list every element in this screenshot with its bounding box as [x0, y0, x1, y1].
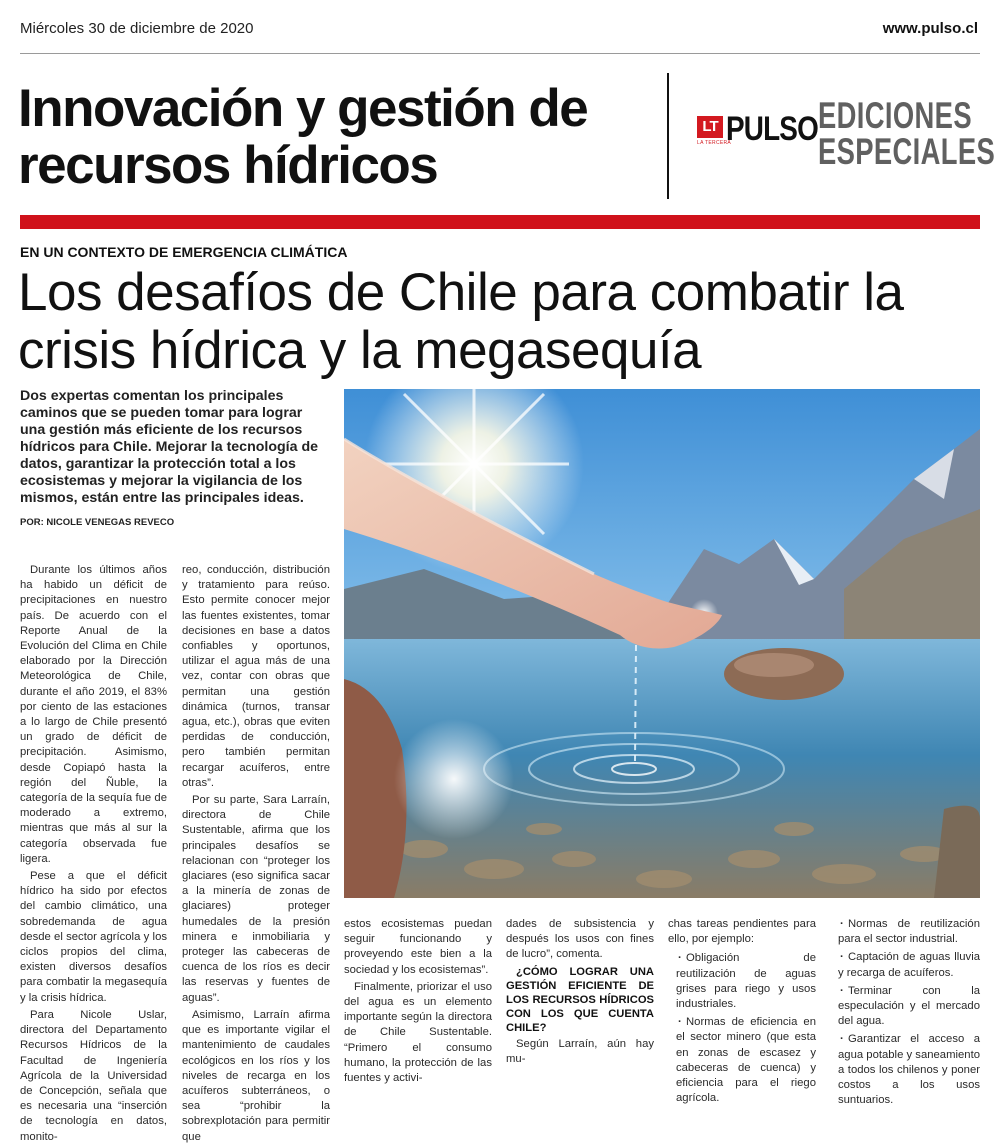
- bullet-item: · Normas de reutilización para el sector industrial.: [830, 917, 980, 947]
- article-column-2: [182, 563, 330, 1145]
- la-tercera-logo: LT: [697, 116, 723, 138]
- body-paragraph: chas tareas pendientes para ello, por ejemplo:: [668, 918, 816, 946]
- top-rule: [20, 53, 980, 54]
- header-divider: [667, 73, 669, 199]
- ediciones-line-1: EDICIONES: [818, 95, 972, 136]
- article-column-4: [506, 917, 654, 1067]
- article-column-5: [668, 917, 816, 1106]
- article-column-6: [830, 917, 980, 1108]
- bullet-item: · Obligación de reutilización de aguas grises para riego y usos industriales.: [668, 951, 816, 1012]
- body-paragraph: dades de subsistencia y después los usos con fines de lucro”, comenta.: [506, 918, 654, 961]
- article-photo-hand-water: [344, 389, 980, 898]
- section-title: Innovación y gestión de recursos hídricos: [18, 79, 588, 195]
- article-headline: Los desafíos de Chile para combatir la crisis hídrica y la megasequía: [18, 263, 904, 380]
- body-paragraph: Durante los últimos años ha habido un déficit de precipitaciones en nuestro país. De acuerdo con el Reporte Anual de la Evolución del Clima en Chile elaborado por la Dirección Meteorológica de Chile, durante el año 2019, el 83% por ciento de las estaciones a lo largo de Chile presentó un grado de déficit de precipitación. Asimismo, desde Copiapó hasta la región del Ñuble, la categoría de la sequía fue de moderado a extremo, mientras que más al sur la categoría observada fue ligera.: [20, 564, 167, 865]
- bullet-item: · Garantizar el acceso a agua potable y saneamiento a todos los chilenos y poner costos a los usos suntuarios.: [830, 1032, 980, 1108]
- body-paragraph: Asimismo, Larraín afirma que es importante vigilar el mantenimiento de caudales ecológicos en los ríos y los niveles de recarga en los acuíferos subterráneos, o sea “prohibir la sobrexplotación para permitir que: [182, 1008, 330, 1143]
- issue-date: Miércoles 30 de diciembre de 2020: [20, 20, 254, 37]
- article-column-3: [344, 917, 492, 1086]
- bullet-item: · Captación de aguas lluvia y recarga de acuíferos.: [830, 950, 980, 980]
- body-paragraph: estos ecosistemas puedan seguir funcionando y proveyendo este bien a la sociedad y los ecosistemas”.: [344, 918, 492, 976]
- ediciones-line-2: ESPECIALES: [818, 131, 996, 172]
- article-lead: Dos expertas comentan los principales caminos que se pueden tomar para lograr una gestión más eficiente de los recursos hídricos para Chile. Mejorar la tecnología de datos, garantizar la protección total a los ecosistemas y mejorar la vigilancia de los mismos, están entre las principales ideas.: [20, 388, 319, 506]
- body-paragraph: Finalmente, priorizar el uso del agua es un elemento importante según la directora de Chile Sustentable. “Primero el consumo humano, la protección de las fuentes y activi-: [344, 980, 492, 1085]
- article-kicker: EN UN CONTEXTO DE EMERGENCIA CLIMÁTICA: [20, 244, 348, 260]
- ediciones-especiales-label: [818, 95, 996, 172]
- article-column-1: [20, 563, 167, 1145]
- article-byline: POR: NICOLE VENEGAS REVECO: [20, 517, 175, 528]
- body-paragraph: Por su parte, Sara Larraín, directora de Chile Sustentable, afirma que los principales desafíos se relacionan con “proteger los glaciares (eso significa sacar a la minería de zonas de glaciares) proteger humedales de la presión minera e inmobiliaria y proteger las cabeceras de cuenca de los ríos es decir las reservas y fuentes de aguas”.: [182, 794, 330, 1004]
- la-tercera-caption: LA TERCERA: [697, 140, 732, 146]
- body-paragraph: Pese a que el déficit hídrico ha sido por efectos del cambio climático, una sobredemanda de agua desde el sector agrícola y los ciclos propios del clima, existen diversos desafíos para combatir la megasequía y la crisis hídrica.: [20, 870, 167, 1004]
- pulso-logo: PULSO: [726, 110, 818, 148]
- body-paragraph: reo, conducción, distribución y tratamiento para reúso. Esto permite conocer mejor las fuentes existentes, tomar decisiones en base a datos confiables y oportunos, utilizar el agua más de una vez, contar con obras que permitan una gestión dinámica (turnos, transar agua, etc.), obras que eviten perdidas de conducción, pero también permitan recargar acuíferos, entre otras”.: [182, 564, 330, 789]
- red-section-bar: [20, 215, 980, 229]
- body-paragraph: Para Nicole Uslar, directora del Departamento Recursos Hídricos de la Facultad de Ingeniería Agrícola de la Universidad de Concepción, señala que es necesaria una “inserción de tecnología en datos, monito-: [20, 1008, 167, 1143]
- body-paragraph: Según Larraín, aún hay mu-: [506, 1037, 654, 1065]
- site-url[interactable]: www.pulso.cl: [882, 20, 978, 37]
- bullet-item: · Normas de eficiencia en el sector minero (que esta en zonas de escasez y cabeceras de cuenca) y eficiencia para el riego agrícola.: [668, 1015, 816, 1106]
- article-subhead: ¿CÓMO LOGRAR UNA GESTIÓN EFICIENTE DE LOS RECURSOS HÍDRICOS CON LOS QUE CUENTA CHILE?: [506, 965, 654, 1034]
- bullet-item: · Terminar con la especulación y el mercado del agua.: [830, 984, 980, 1030]
